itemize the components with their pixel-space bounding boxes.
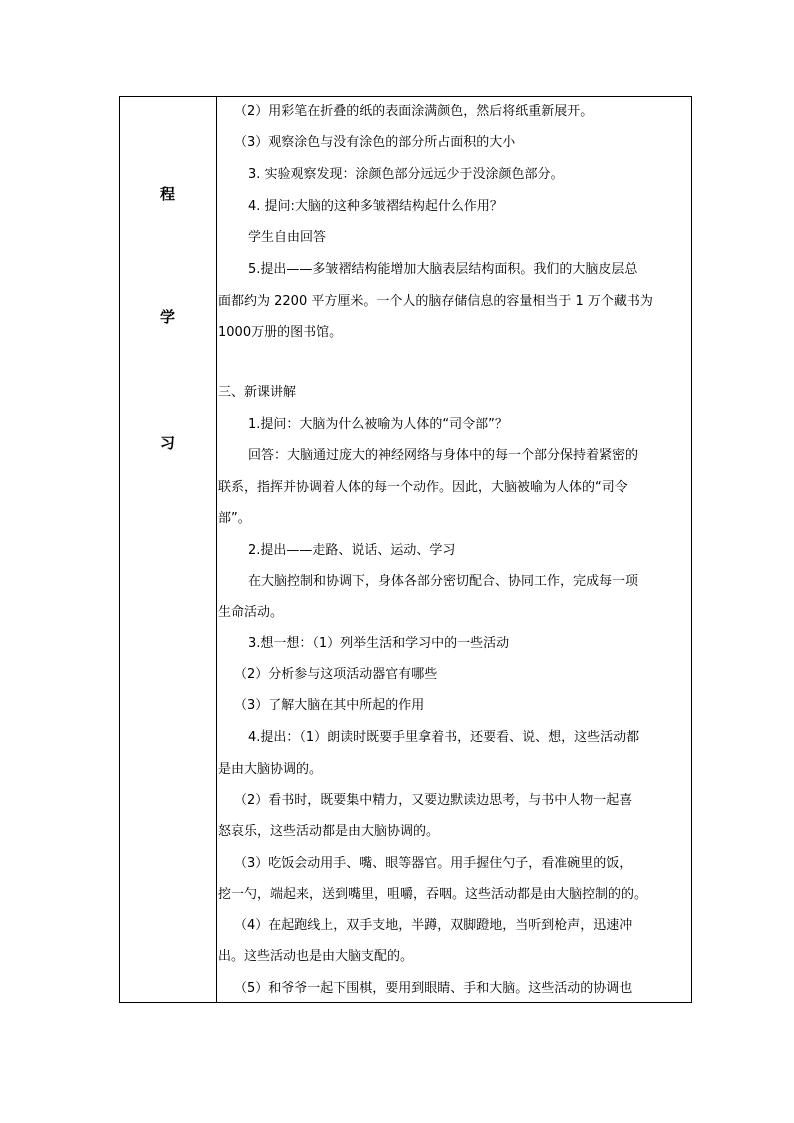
side-label-cheng: 程	[160, 185, 176, 203]
text-line: 3. 实验观察发现：涂颜色部分远远少于没涂颜色部分。	[248, 167, 564, 182]
column-divider	[216, 96, 217, 1003]
text-line: 在大脑控制和协调下，身体各部分密切配合、协同工作，完成每一项	[248, 574, 639, 589]
text-line: （5）和爷爷一起下围棋，要用到眼睛、手和大脑。这些活动的协调也	[234, 981, 633, 996]
text-line: 5.提出——多皱褶结构能增加大脑表层结构面积。我们的大脑皮层总	[248, 262, 638, 277]
text-line: 4.提出：（1）朗读时既要手里拿着书，还要看、说、想，这些活动都	[248, 730, 640, 745]
text-line: 3.想一想：（1）列举生活和学习中的一些活动	[248, 636, 510, 651]
text-line: （2）用彩笔在折叠的纸的表面涂满颜色，然后将纸重新展开。	[234, 104, 594, 119]
text-line: 1.提问：大脑为什么被喻为人体的“司令部”？	[248, 417, 508, 432]
text-line: 出。这些活动也是由大脑支配的。	[218, 949, 414, 964]
text-line: 学生自由回答	[248, 230, 327, 245]
text-line: 怒哀乐，这些活动都是由大脑协调的。	[218, 824, 440, 839]
text-line: （3）观察涂色与没有涂色的部分所占面积的大小	[234, 135, 516, 150]
text-line: 生命活动。	[218, 605, 284, 620]
text-line: 部”。	[218, 511, 251, 526]
side-label-xue: 学	[160, 308, 176, 326]
text-line: 挖一勺，端起来，送到嘴里，咀嚼，吞咽。这些活动都是由大脑控制的的。	[218, 887, 648, 902]
side-label-xi: 习	[160, 434, 176, 452]
section-heading: 三、新课讲解	[218, 385, 297, 400]
text-line: 是由大脑协调的。	[218, 762, 323, 777]
text-line: 1000万册的图书馆。	[218, 325, 343, 340]
text-line: 回答：大脑通过庞大的神经网络与身体中的每一个部分保持着紧密的	[248, 448, 639, 463]
text-line: （2）看书时，既要集中精力，又要边默读边思考，与书中人物一起喜	[234, 793, 633, 808]
text-line: 面都约为 2200 平方厘米。一个人的脑存储信息的容量相当于 1 万个藏书为	[218, 294, 653, 309]
text-line: 2.提出——走路、说话、运动、学习	[248, 543, 456, 558]
text-line: （2）分析参与这项活动器官有哪些	[234, 667, 438, 682]
text-line: 4. 提问:大脑的这种多皱褶结构起什么作用？	[248, 199, 503, 214]
text-line: （3）了解大脑在其中所起的作用	[234, 698, 425, 713]
text-line: 联系，指挥并协调着人体的每一个动作。因此，大脑被喻为人体的“司令	[218, 480, 628, 495]
text-line: （4）在起跑线上，双手支地，半蹲，双脚蹬地，当听到枪声，迅速冲	[234, 918, 633, 933]
text-line: （3）吃饭会动用手、嘴、眼等器官。用手握住勺子，看准碗里的饭，	[234, 856, 633, 871]
